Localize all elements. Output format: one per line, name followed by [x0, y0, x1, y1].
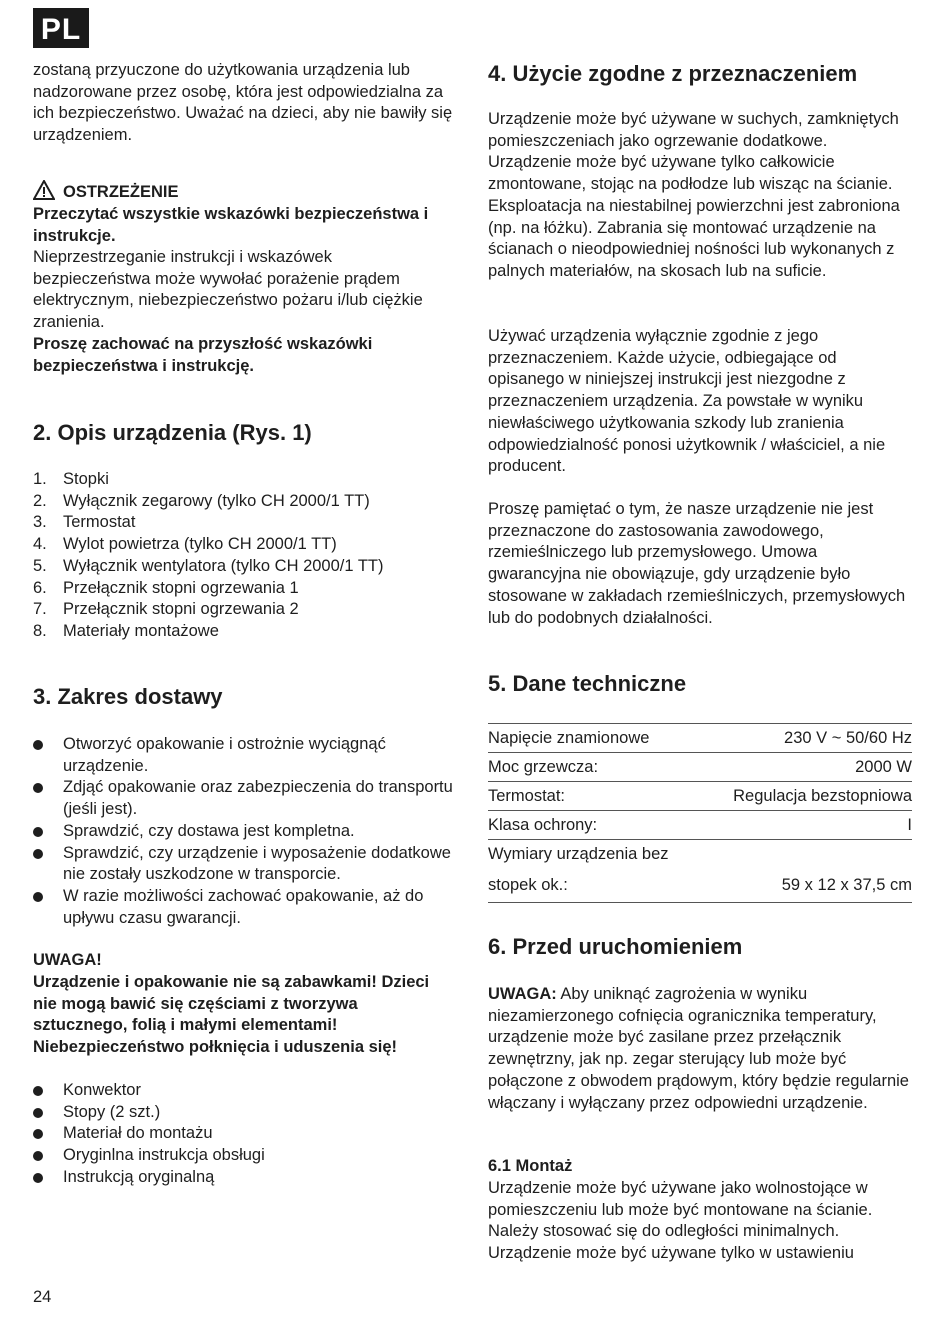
list-item: Oryginlna instrukcja obsługi: [33, 1145, 453, 1167]
warning-triangle-icon: [33, 180, 55, 200]
list-item: 1. Stopki: [33, 470, 109, 488]
list-item: W razie możliwości zachować opakowanie, aż do upływu czasu gwarancji.: [33, 886, 453, 929]
section-5-heading: 5. Dane techniczne: [488, 671, 687, 696]
warning-bold-intro: Przeczytać wszystkie wskazówki bezpieczeństwa i instrukcje.: [33, 205, 429, 245]
section-2-heading: 2. Opis urządzenia (Rys. 1): [33, 420, 312, 445]
table-row: [488, 753, 912, 782]
caution-text: Urządzenie i opakowanie nie są zabawkami! Dzieci nie mogą bawić się częściami z tworzywa sztucznego, folią i małymi elementami! Niebezpieczeństwo połknięcia i uduszenia się!: [33, 973, 430, 1057]
caution-title: UWAGA!: [33, 951, 102, 969]
list-item: 5. Wyłącznik wentylatora (tylko CH 2000/1 TT): [33, 556, 384, 575]
section-3-heading: 3. Zakres dostawy: [33, 684, 223, 709]
list-item: 7. Przełącznik stopni ogrzewania 2: [33, 600, 299, 619]
list-item: Sprawdzić, czy dostawa jest kompletna.: [33, 821, 453, 843]
table-label: stopek ok.:: [488, 869, 701, 903]
warning-heading: [33, 180, 179, 203]
table-label: Napięcie znamionowe: [488, 724, 701, 753]
caution-label: UWAGA:: [488, 985, 557, 1003]
table-value: Regulacja bezstopniowa: [701, 782, 912, 811]
list-item: Konwektor: [33, 1080, 453, 1102]
table-value: 2000 W: [701, 753, 912, 782]
table-row: [488, 869, 912, 903]
warning-bold-keep: Proszę zachować na przyszłość wskazówki bezpieczeństwa i instrukcję.: [33, 335, 373, 375]
table-value: 59 x 12 x 37,5 cm: [701, 869, 912, 903]
parts-list: [33, 469, 453, 643]
list-item: Stopy (2 szt.): [33, 1102, 453, 1124]
bullet-icon: [33, 1129, 43, 1139]
warning-title: OSTRZEŻENIE: [63, 183, 179, 201]
list-item: Instrukcją oryginalną: [33, 1167, 453, 1189]
table-label: Wymiary urządzenia bez: [488, 840, 701, 869]
list-item: 2. Wyłącznik zegarowy (tylko CH 2000/1 TT): [33, 491, 370, 510]
table-label: Moc grzewcza:: [488, 753, 701, 782]
section-6-paragraph: UWAGA: Aby uniknąć zagrożenia w wyniku niezamierzonego cofnięcia ogranicznika temperatury, urządzenie może być zasilane przez przełącznik zewnętrzny, jak np. zegar sterujący lub może być połączone z obwodem prądowym, który będzie regularnie włączany i wyłączany przez odpowiedni urządzenie.: [488, 985, 909, 1112]
subsection-6-1-text: Urządzenie może być używane jako wolnostojące w pomieszczeniu lub może być montowane na ścianie. Należy stosować się do odległości minimalnych. Urządzenie może być używane tylko w ustawieniu: [488, 1179, 873, 1263]
table-label: Klasa ochrony:: [488, 811, 701, 840]
bullet-icon: [33, 783, 43, 793]
language-badge: PL: [33, 8, 89, 48]
section-4-paragraph-1: Urządzenie może być używane w suchych, zamkniętych pomieszczeniach jako ogrzewanie dodatkowe. Urządzenie może być używane tylko całkowicie zmontowane, stojąc na podłodze lub wisząc na ścianie. Eksploatacja na niestabilnej powierzchni jest zabroniona (np. na łóżku). Zabrania się montować urządzenie na ścianach o nieodpowiedniej nośności lub wykonanych z palnych materiałów, na skosach lub na suficie.: [488, 110, 900, 280]
bullet-icon: [33, 892, 43, 902]
delivery-steps-list: [33, 734, 453, 929]
section-4-heading: 4. Użycie zgodne z przeznaczeniem: [488, 61, 858, 86]
warning-text: Nieprzestrzeganie instrukcji i wskazówek bezpieczeństwa może wywołać porażenie prądem elektrycznym, niebezpieczeństwo pożaru i/lub ciężkie zranienia.: [33, 248, 423, 332]
section-4-paragraph-3: Proszę pamiętać o tym, że nasze urządzenie nie jest przeznaczone do zastosowania zawodowego, rzemieślniczego lub przemysłowego. Umowa gwarancyjna nie obowiązuje, gdy urządzenie było stosowane w zakładach rzemieślniczych, przemysłowych lub do podobnych działalności.: [488, 500, 906, 627]
list-item: 3. Termostat: [33, 513, 136, 532]
bullet-icon: [33, 1108, 43, 1118]
bullet-icon: [33, 1086, 43, 1096]
list-item: 4. Wylot powietrza (tylko CH 2000/1 TT): [33, 535, 337, 554]
list-item: Materiał do montażu: [33, 1123, 453, 1145]
table-value: 230 V ~ 50/60 Hz: [701, 724, 912, 753]
table-row: [488, 840, 912, 869]
list-item: Sprawdzić, czy urządzenie i wyposażenie dodatkowe nie zostały uszkodzone w transporcie.: [33, 843, 453, 886]
bullet-icon: [33, 827, 43, 837]
section-4-paragraph-2: Używać urządzenia wyłącznie zgodnie z jego przeznaczeniem. Każde użycie, odbiegające od opisanego w niniejszej instrukcji jest niezgodne z przeznaczeniem urządzenia. Za powstałe w wyniku niewłaściwego użytkowania szkody lub zranienia odpowiedzialność ponosi użytkownik / właściciel, a nie producent.: [488, 327, 886, 476]
section-6-heading: 6. Przed uruchomieniem: [488, 934, 743, 959]
bullet-icon: [33, 1151, 43, 1161]
list-item: Otworzyć opakowanie i ostrożnie wyciągnąć urządzenie.: [33, 734, 453, 777]
table-row: [488, 724, 912, 753]
bullet-icon: [33, 1173, 43, 1183]
list-item: 8. Materiały montażowe: [33, 621, 219, 640]
bullet-icon: [33, 740, 43, 750]
table-row: [488, 811, 912, 840]
list-item: 6. Przełącznik stopni ogrzewania 1: [33, 578, 299, 597]
page-number: 24: [33, 1288, 52, 1306]
list-item: Zdjąć opakowanie oraz zabezpieczenia do transportu (jeśli jest).: [33, 777, 453, 820]
package-contents-list: [33, 1080, 453, 1189]
table-label: Termostat:: [488, 782, 701, 811]
table-row: [488, 782, 912, 811]
bullet-icon: [33, 849, 43, 859]
table-value: I: [701, 811, 912, 840]
subsection-6-1-heading: 6.1 Montaż: [488, 1157, 573, 1175]
tech-data-table: [488, 723, 912, 903]
intro-paragraph: zostaną przyuczone do użytkowania urządzenia lub nadzorowane przez osobę, która jest odpowiedzialna za ich bezpieczeństwo. Uważać na dzieci, aby nie bawiły się urządzeniem.: [33, 61, 453, 145]
